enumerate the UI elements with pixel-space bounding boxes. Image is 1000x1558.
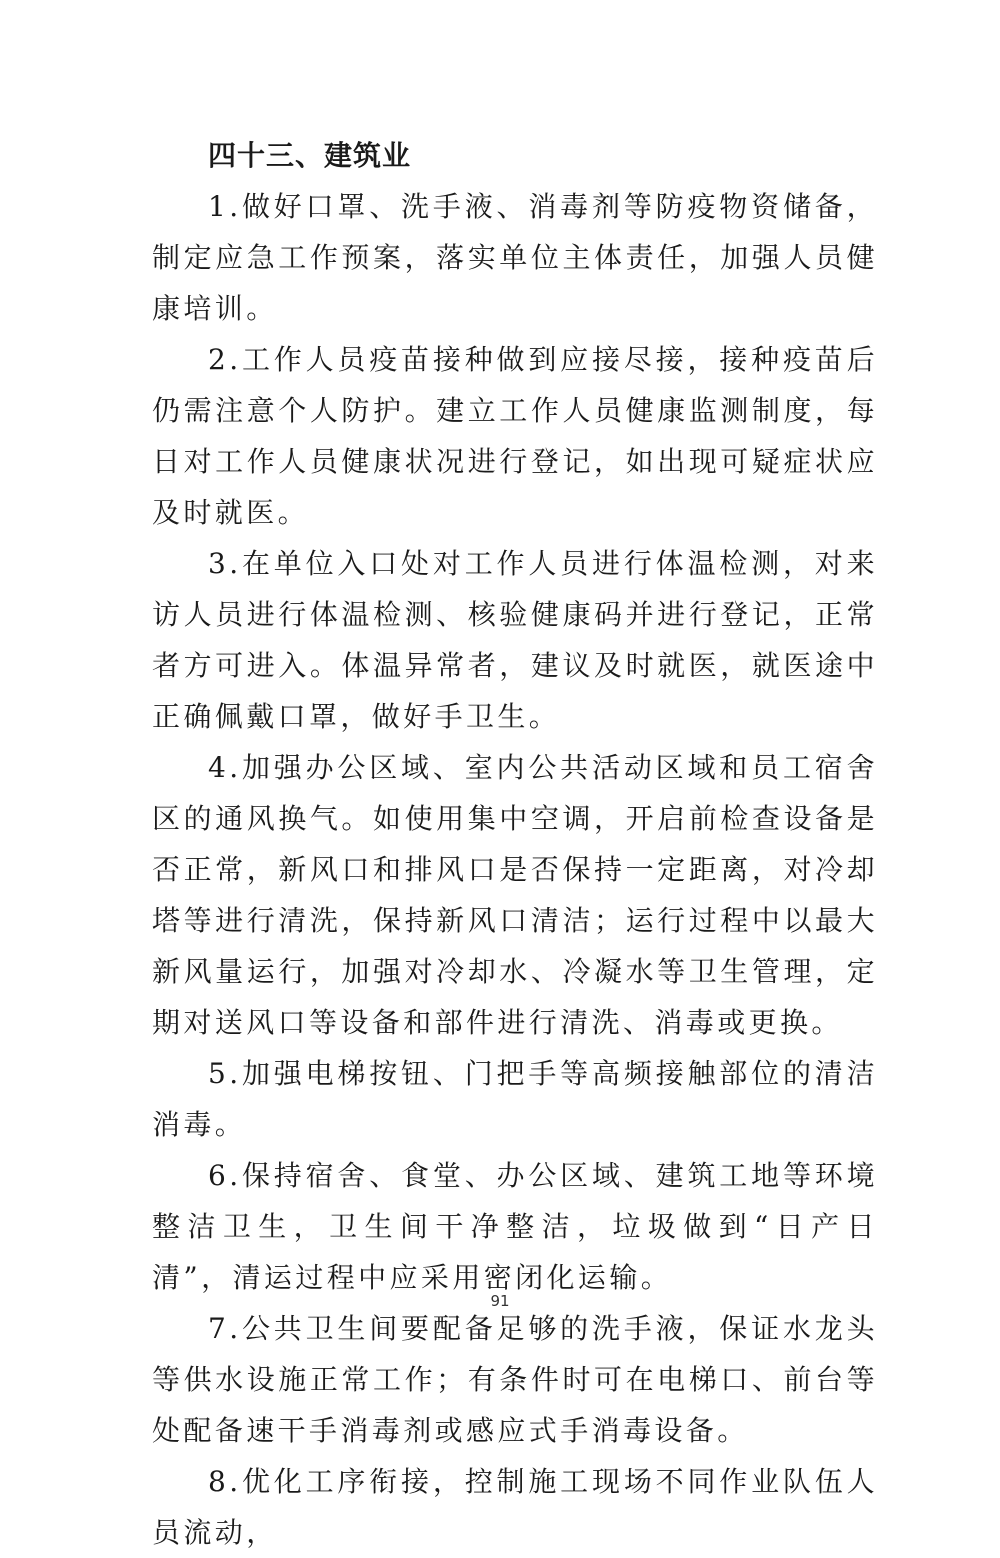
paragraph-3: 3.在单位入口处对工作人员进行体温检测，对来访人员进行体温检测、核验健康码并进行登记，正常者方可进入。体温异常者，建议及时就医，就医途中正确佩戴口罩，做好手卫生。 [152,547,878,733]
document-body [152,130,878,1558]
paragraph-4: 4.加强办公区域、室内公共活动区域和员工宿舍区的通风换气。如使用集中空调，开启前检查设备是否正常，新风口和排风口是否保持一定距离，对冷却塔等进行清洗，保持新风口清洁；运行过程中以最大新风量运行，加强对冷却水、冷凝水等卫生管理，定期对送风口等设备和部件进行清洗、消毒或更换。 [152,751,878,1039]
paragraph-5: 5.加强电梯按钮、门把手等高频接触部位的清洁消毒。 [152,1057,878,1141]
paragraph-6: 6.保持宿舍、食堂、办公区域、建筑工地等环境整洁卫生，卫生间干净整洁，垃圾做到“日产日清”，清运过程中应采用密闭化运输。 [152,1159,878,1294]
paragraph-2: 2.工作人员疫苗接种做到应接尽接，接种疫苗后仍需注意个人防护。建立工作人员健康监测制度，每日对工作人员健康状况进行登记，如出现可疑症状应及时就医。 [152,343,878,529]
paragraph-7: 7.公共卫生间要配备足够的洗手液，保证水龙头等供水设施正常工作；有条件时可在电梯口、前台等处配备速干手消毒剂或感应式手消毒设备。 [152,1312,878,1447]
section-heading: 四十三、建筑业 [208,139,412,172]
paragraph-8: 8.优化工序衔接，控制施工现场不同作业队伍人员流动， [152,1465,878,1549]
page-number: 91 [490,1292,510,1310]
paragraph-1: 1.做好口罩、洗手液、消毒剂等防疫物资储备，制定应急工作预案，落实单位主体责任，加强人员健康培训。 [152,190,878,325]
